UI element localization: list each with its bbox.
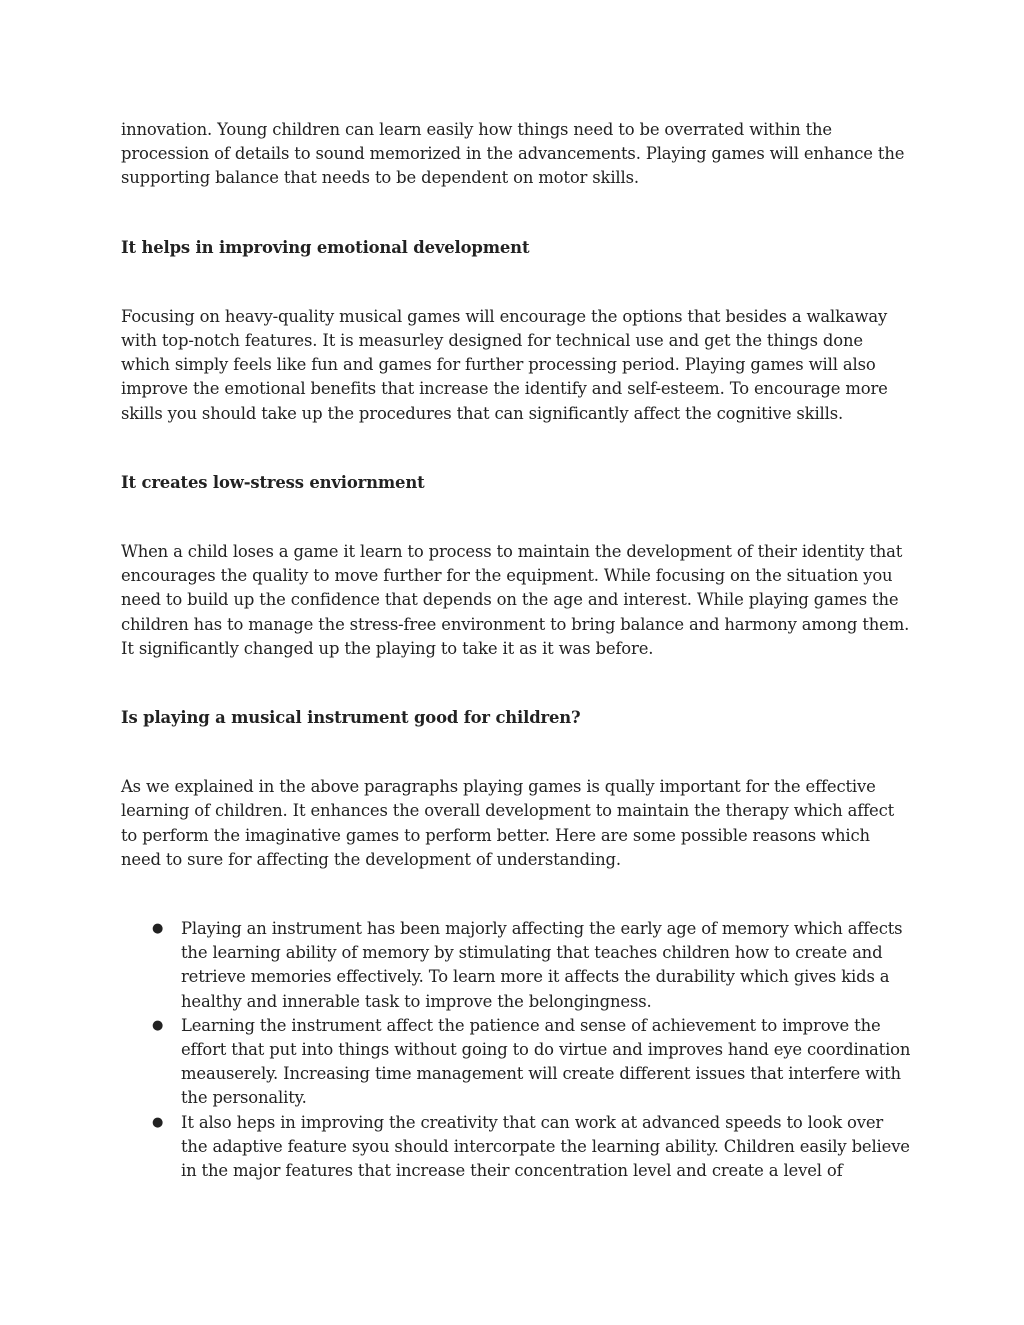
document-page [121, 118, 911, 1183]
list-item-text: It also heps in improving the creativity that can work at advanced speeds to look over the adaptive feature syou should intercorpate the learning ability. Children easily believe in the major features that increase their concentration level and create a level of [181, 1112, 910, 1181]
section-paragraph-emotional-development: Focusing on heavy-quality musical games will encourage the options that besides a walkaway with top-notch features. It is measurley designed for technical use and get the things done which simply feels like fun and games for further processing period. Playing games will also improve the emotional benefits that increase the identify and self-esteem. To encourage more skills you should take up the procedures that can significantly affect the cognitive skills. [121, 306, 888, 423]
list-item [121, 1111, 911, 1184]
section-heading-musical-instrument: Is playing a musical instrument good for children? [121, 708, 581, 728]
list-item-text: Learning the instrument affect the patience and sense of achievement to improve the effort that put into things without going to do virtue and improves hand eye coordination meauserely. Increasing time management will create different issues that interfere with the personality. [181, 1015, 911, 1108]
section-paragraph-musical-instrument: As we explained in the above paragraphs playing games is qually important for the effective learning of children. It enhances the overall development to maintain the therapy which affect to perform the imaginative games to perform better. Here are some possible reasons which need to sure for affecting the development of understanding. [121, 777, 895, 869]
section-paragraph-low-stress: When a child loses a game it learn to process to maintain the development of their identity that encourages the quality to move further for the equipment. While focusing on the situation you need to build up the confidence that depends on the age and interest. While playing games the children has to manage the stress-free environment to bring balance and harmony among them. It significantly changed up the playing to take it as it was before. [121, 542, 910, 658]
intro-paragraph: innovation. Young children can learn easily how things need to be overrated within the procession of details to sound memorized in the advancements. Playing games will enhance the supporting balance that needs to be dependent on motor skills. [121, 120, 905, 188]
bullet-icon: ● [152, 1114, 164, 1130]
bullet-icon: ● [152, 921, 164, 937]
list-item [121, 1014, 911, 1111]
section-heading-emotional-development: It helps in improving emotional development [121, 237, 530, 257]
bullet-icon: ● [152, 1017, 164, 1033]
reasons-bullet-list [121, 917, 911, 1183]
section-heading-low-stress: It creates low-stress enviornment [121, 472, 425, 492]
list-item [121, 917, 911, 1014]
list-item-text: Playing an instrument has been majorly affecting the early age of memory which affects the learning ability of memory by stimulating that teaches children how to create and retrieve memories effectively. To learn more it affects the durability which gives kids a healthy and innerable task to improve the belongingness. [181, 919, 903, 1011]
